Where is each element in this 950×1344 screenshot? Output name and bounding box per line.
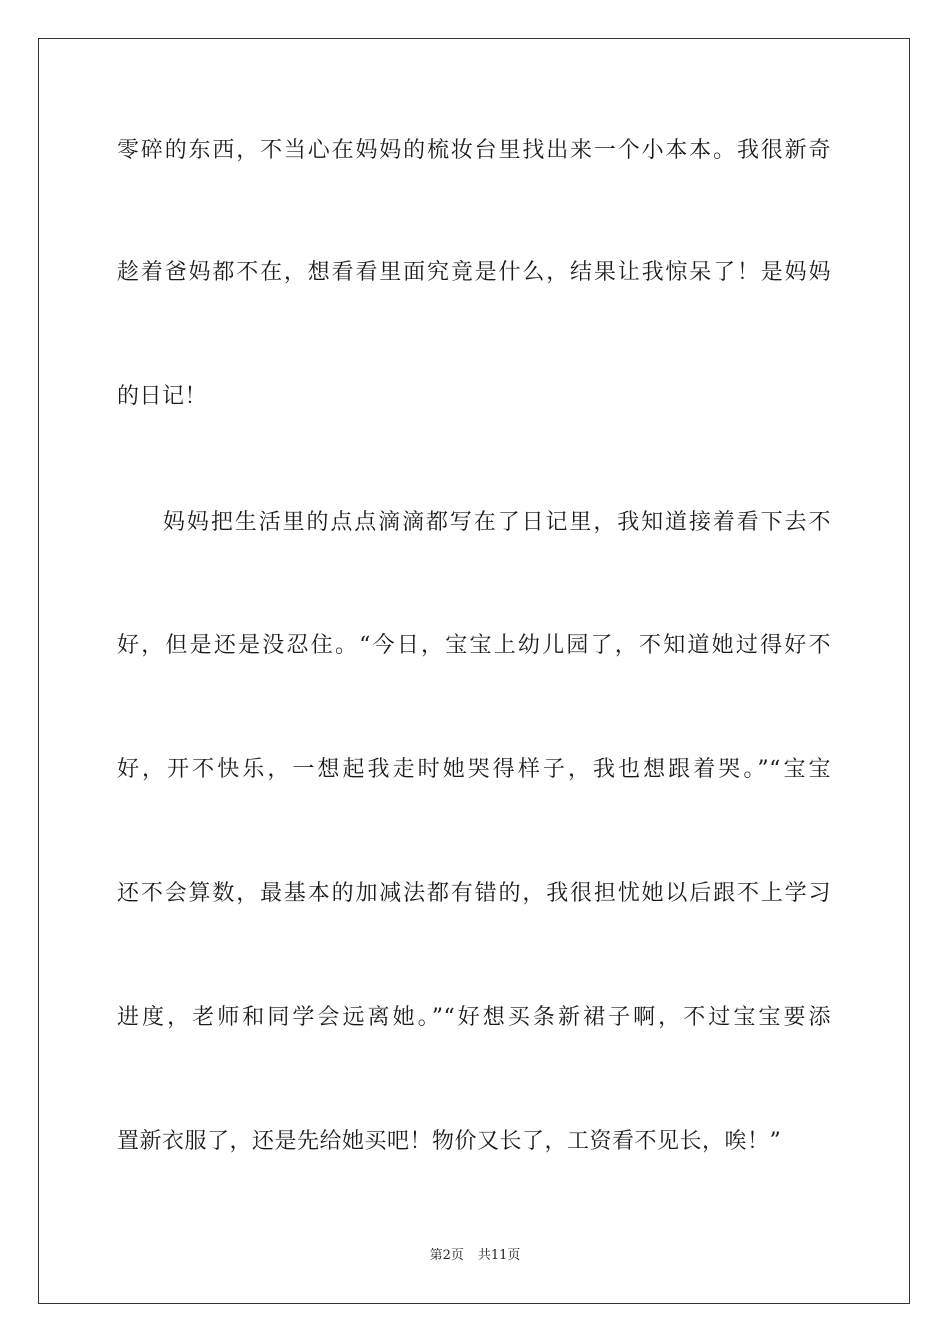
text-line: 的日记！ — [117, 384, 208, 409]
text-line: 置新衣服了，还是先给她买吧！物价又长了，工资看不见长，唉！” — [117, 1129, 782, 1154]
page-number: 第2页 — [429, 1248, 464, 1263]
page-border — [38, 38, 910, 1304]
text-line: 好，开不快乐，一想起我走时她哭得样子，我也想跟着哭。”“宝宝 — [117, 757, 831, 782]
text-line: 好，但是还是没忍住。“今日，宝宝上幼儿园了，不知道她过得好不 — [117, 633, 831, 658]
text-line: 进度，老师和同学会远离她。”“好想买条新裙子啊，不过宝宝要添 — [117, 1005, 831, 1030]
text-line: 趁着爸妈都不在，想看看里面究竟是什么，结果让我惊呆了！是妈妈 — [117, 260, 831, 285]
text-line: 零碎的东西，不当心在妈妈的梳妆台里找出来一个小本本。我很新奇 — [117, 138, 831, 163]
total-pages: 共11页 — [477, 1248, 521, 1263]
text-line: 还不会算数，最基本的加减法都有错的，我很担忧她以后跟不上学习 — [117, 881, 831, 906]
page-footer — [0, 1247, 950, 1265]
paragraph-start-line: 妈妈把生活里的点点滴滴都写在了日记里，我知道接着看下去不 — [163, 510, 831, 535]
